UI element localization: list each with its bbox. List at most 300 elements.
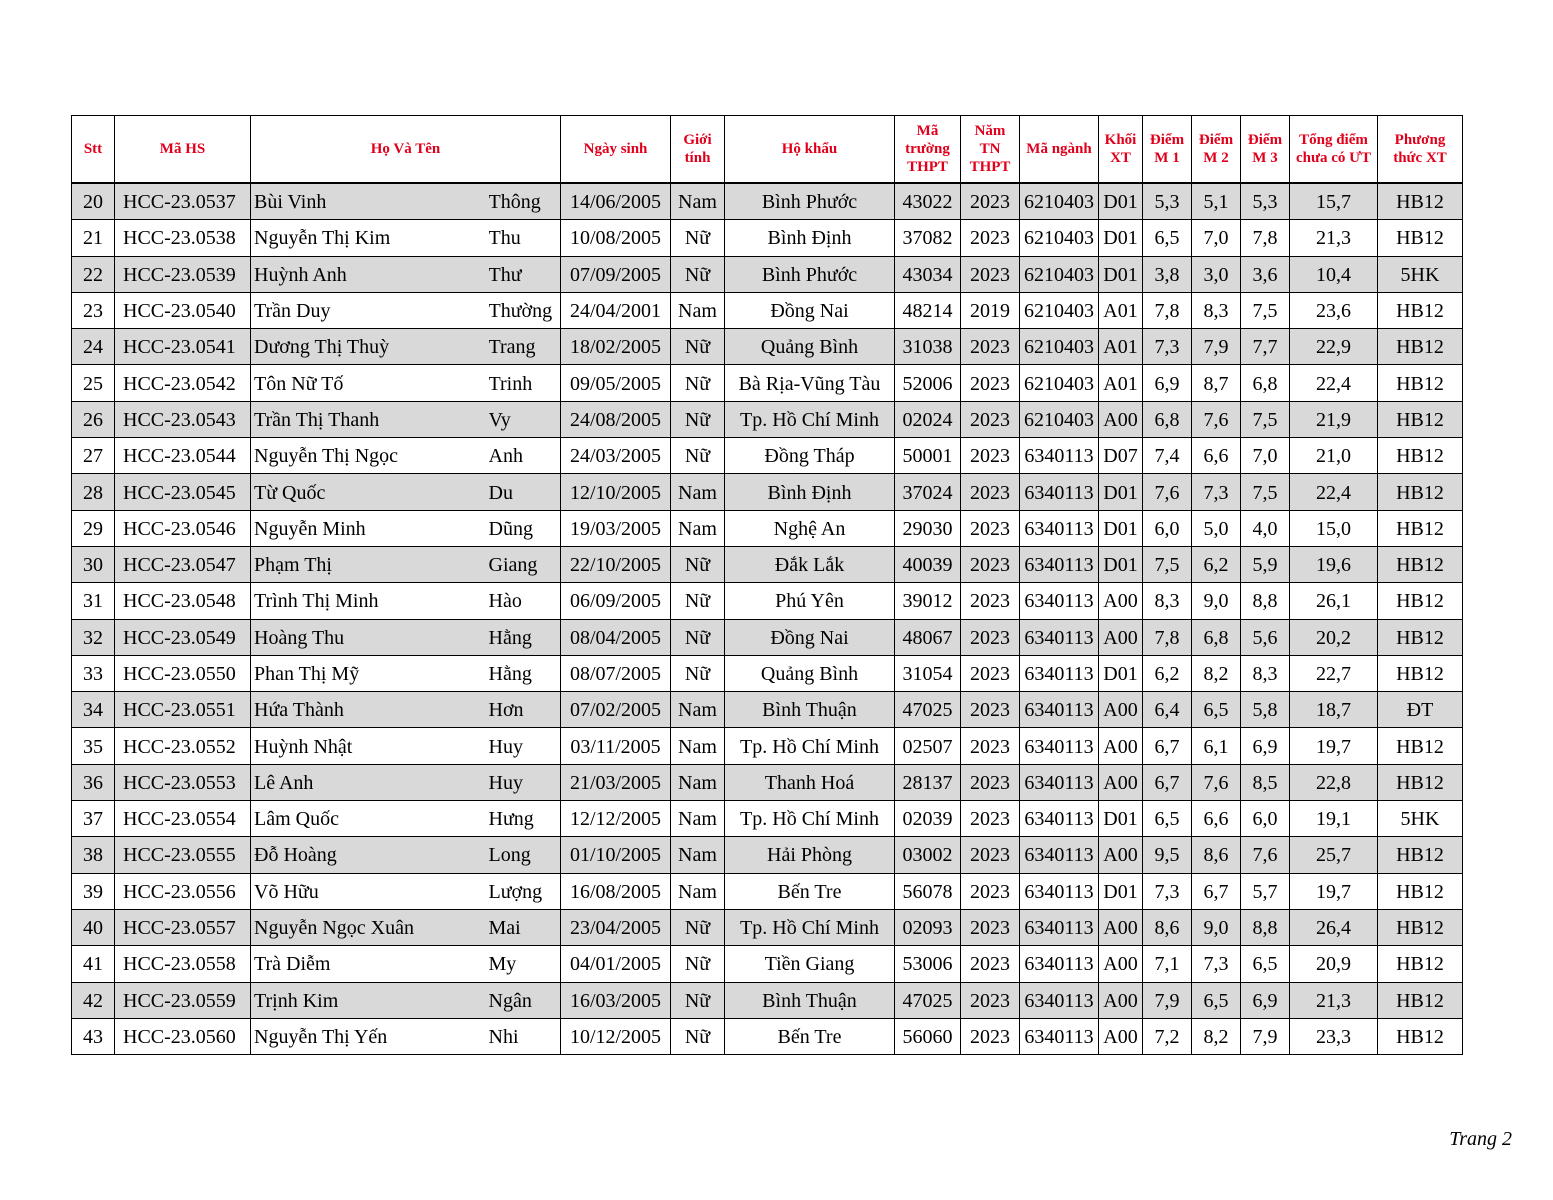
cell-khoi-xt: D01 <box>1099 546 1143 582</box>
cell-stt: 42 <box>72 982 115 1018</box>
cell-khoi-xt: A00 <box>1099 692 1143 728</box>
cell-ma-nganh: 6340113 <box>1020 982 1099 1018</box>
cell-ma-truong: 02024 <box>895 401 961 437</box>
cell-ho: Huỳnh Nhật <box>251 728 489 764</box>
cell-ho: Đỗ Hoàng <box>251 837 489 873</box>
cell-nam-tn: 2023 <box>961 728 1020 764</box>
cell-phuong-thuc: HB12 <box>1378 546 1463 582</box>
cell-ngay-sinh: 24/03/2005 <box>561 438 671 474</box>
cell-diem-m1: 7,9 <box>1143 982 1192 1018</box>
cell-ngay-sinh: 12/10/2005 <box>561 474 671 510</box>
cell-stt: 41 <box>72 946 115 982</box>
cell-khoi-xt: A00 <box>1099 583 1143 619</box>
cell-ma-hs: HCC-23.0538 <box>115 220 251 256</box>
cell-gioi-tinh: Nữ <box>671 1018 725 1054</box>
cell-gioi-tinh: Nữ <box>671 655 725 691</box>
cell-ho: Từ Quốc <box>251 474 489 510</box>
table-row <box>72 256 1463 292</box>
cell-phuong-thuc: ĐT <box>1378 692 1463 728</box>
cell-ma-hs: HCC-23.0541 <box>115 329 251 365</box>
cell-diem-m3: 5,7 <box>1241 873 1290 909</box>
cell-nam-tn: 2023 <box>961 256 1020 292</box>
table-row <box>72 946 1463 982</box>
cell-diem-m3: 5,9 <box>1241 546 1290 582</box>
cell-diem-m2: 5,0 <box>1192 510 1241 546</box>
table-row <box>72 873 1463 909</box>
cell-stt: 24 <box>72 329 115 365</box>
cell-diem-m2: 6,8 <box>1192 619 1241 655</box>
cell-ma-hs: HCC-23.0545 <box>115 474 251 510</box>
cell-diem-m3: 4,0 <box>1241 510 1290 546</box>
cell-stt: 28 <box>72 474 115 510</box>
cell-stt: 31 <box>72 583 115 619</box>
cell-nam-tn: 2023 <box>961 837 1020 873</box>
cell-stt: 27 <box>72 438 115 474</box>
cell-diem-m2: 7,6 <box>1192 764 1241 800</box>
cell-ho-khau: Tp. Hồ Chí Minh <box>725 728 895 764</box>
table-row <box>72 510 1463 546</box>
cell-ho: Tôn Nữ Tố <box>251 365 489 401</box>
cell-diem-m2: 6,6 <box>1192 438 1241 474</box>
cell-gioi-tinh: Nữ <box>671 583 725 619</box>
cell-diem-m1: 6,0 <box>1143 510 1192 546</box>
cell-ma-truong: 43022 <box>895 183 961 220</box>
cell-nam-tn: 2023 <box>961 655 1020 691</box>
cell-diem-m2: 8,6 <box>1192 837 1241 873</box>
cell-ma-truong: 48067 <box>895 619 961 655</box>
header-diem-m3: Điểm M 3 <box>1241 116 1290 184</box>
cell-tong-diem: 15,7 <box>1290 183 1378 220</box>
cell-ten: Anh <box>489 438 561 474</box>
cell-ho-khau: Bình Thuận <box>725 692 895 728</box>
cell-ten: Long <box>489 837 561 873</box>
cell-ma-nganh: 6210403 <box>1020 183 1099 220</box>
cell-ma-hs: HCC-23.0554 <box>115 801 251 837</box>
cell-ngay-sinh: 08/07/2005 <box>561 655 671 691</box>
table-row <box>72 692 1463 728</box>
cell-stt: 22 <box>72 256 115 292</box>
cell-phuong-thuc: HB12 <box>1378 583 1463 619</box>
cell-diem-m2: 9,0 <box>1192 583 1241 619</box>
cell-ma-nganh: 6210403 <box>1020 401 1099 437</box>
cell-ma-hs: HCC-23.0546 <box>115 510 251 546</box>
cell-ho-khau: Đồng Nai <box>725 292 895 328</box>
cell-ma-hs: HCC-23.0550 <box>115 655 251 691</box>
cell-tong-diem: 21,3 <box>1290 220 1378 256</box>
table-row <box>72 183 1463 220</box>
cell-tong-diem: 26,4 <box>1290 909 1378 945</box>
cell-khoi-xt: A00 <box>1099 401 1143 437</box>
cell-ngay-sinh: 21/03/2005 <box>561 764 671 800</box>
cell-ma-truong: 47025 <box>895 692 961 728</box>
cell-tong-diem: 26,1 <box>1290 583 1378 619</box>
cell-diem-m2: 7,9 <box>1192 329 1241 365</box>
cell-diem-m1: 6,4 <box>1143 692 1192 728</box>
cell-ten: Lượng <box>489 873 561 909</box>
cell-phuong-thuc: HB12 <box>1378 619 1463 655</box>
cell-ngay-sinh: 08/04/2005 <box>561 619 671 655</box>
cell-gioi-tinh: Nam <box>671 801 725 837</box>
cell-phuong-thuc: HB12 <box>1378 183 1463 220</box>
cell-diem-m3: 7,5 <box>1241 401 1290 437</box>
cell-khoi-xt: D01 <box>1099 220 1143 256</box>
cell-ten: Du <box>489 474 561 510</box>
cell-nam-tn: 2023 <box>961 692 1020 728</box>
cell-nam-tn: 2023 <box>961 801 1020 837</box>
cell-ho: Trà Diễm <box>251 946 489 982</box>
table-row <box>72 546 1463 582</box>
cell-diem-m3: 7,9 <box>1241 1018 1290 1054</box>
table-row <box>72 292 1463 328</box>
cell-diem-m3: 7,6 <box>1241 837 1290 873</box>
cell-diem-m3: 7,8 <box>1241 220 1290 256</box>
table-row <box>72 583 1463 619</box>
cell-ma-truong: 53006 <box>895 946 961 982</box>
cell-tong-diem: 19,6 <box>1290 546 1378 582</box>
table-row <box>72 982 1463 1018</box>
cell-ngay-sinh: 18/02/2005 <box>561 329 671 365</box>
cell-diem-m1: 6,5 <box>1143 220 1192 256</box>
header-ma-hs: Mã HS <box>115 116 251 184</box>
cell-ten: Ngân <box>489 982 561 1018</box>
cell-phuong-thuc: HB12 <box>1378 329 1463 365</box>
header-ho-khau: Hộ khẩu <box>725 116 895 184</box>
cell-diem-m3: 6,0 <box>1241 801 1290 837</box>
table-row <box>72 619 1463 655</box>
cell-diem-m3: 8,5 <box>1241 764 1290 800</box>
cell-ho: Hứa Thành <box>251 692 489 728</box>
cell-ten: Thường <box>489 292 561 328</box>
cell-stt: 37 <box>72 801 115 837</box>
cell-khoi-xt: D01 <box>1099 801 1143 837</box>
cell-gioi-tinh: Nam <box>671 292 725 328</box>
cell-phuong-thuc: HB12 <box>1378 474 1463 510</box>
cell-ma-truong: 52006 <box>895 365 961 401</box>
cell-diem-m2: 6,5 <box>1192 982 1241 1018</box>
cell-diem-m2: 9,0 <box>1192 909 1241 945</box>
cell-ten: Hằng <box>489 619 561 655</box>
cell-diem-m3: 6,9 <box>1241 728 1290 764</box>
cell-ten: Huy <box>489 728 561 764</box>
cell-ngay-sinh: 22/10/2005 <box>561 546 671 582</box>
table-row <box>72 728 1463 764</box>
cell-gioi-tinh: Nữ <box>671 546 725 582</box>
cell-tong-diem: 19,7 <box>1290 873 1378 909</box>
cell-diem-m1: 6,7 <box>1143 764 1192 800</box>
cell-ten: Hằng <box>489 655 561 691</box>
cell-ho-khau: Nghệ An <box>725 510 895 546</box>
cell-diem-m1: 7,3 <box>1143 873 1192 909</box>
cell-ma-truong: 40039 <box>895 546 961 582</box>
cell-ten: Thư <box>489 256 561 292</box>
cell-tong-diem: 23,6 <box>1290 292 1378 328</box>
cell-diem-m3: 5,8 <box>1241 692 1290 728</box>
cell-stt: 39 <box>72 873 115 909</box>
cell-khoi-xt: A01 <box>1099 292 1143 328</box>
cell-diem-m2: 7,3 <box>1192 946 1241 982</box>
cell-tong-diem: 20,9 <box>1290 946 1378 982</box>
cell-stt: 20 <box>72 183 115 220</box>
cell-ma-truong: 02039 <box>895 801 961 837</box>
cell-ma-nganh: 6340113 <box>1020 619 1099 655</box>
cell-stt: 25 <box>72 365 115 401</box>
cell-ma-hs: HCC-23.0547 <box>115 546 251 582</box>
cell-ma-nganh: 6340113 <box>1020 837 1099 873</box>
cell-nam-tn: 2023 <box>961 329 1020 365</box>
cell-gioi-tinh: Nữ <box>671 982 725 1018</box>
cell-gioi-tinh: Nữ <box>671 256 725 292</box>
cell-tong-diem: 22,8 <box>1290 764 1378 800</box>
cell-nam-tn: 2023 <box>961 365 1020 401</box>
cell-ma-hs: HCC-23.0557 <box>115 909 251 945</box>
cell-diem-m1: 7,8 <box>1143 619 1192 655</box>
cell-khoi-xt: A00 <box>1099 764 1143 800</box>
cell-ma-nganh: 6340113 <box>1020 546 1099 582</box>
cell-ma-hs: HCC-23.0559 <box>115 982 251 1018</box>
header-ngay-sinh: Ngày sinh <box>561 116 671 184</box>
cell-diem-m3: 8,8 <box>1241 909 1290 945</box>
cell-tong-diem: 21,0 <box>1290 438 1378 474</box>
cell-ho: Nguyễn Minh <box>251 510 489 546</box>
cell-diem-m2: 8,2 <box>1192 1018 1241 1054</box>
cell-ngay-sinh: 03/11/2005 <box>561 728 671 764</box>
cell-ma-truong: 28137 <box>895 764 961 800</box>
cell-stt: 43 <box>72 1018 115 1054</box>
cell-khoi-xt: A00 <box>1099 909 1143 945</box>
cell-ma-truong: 56060 <box>895 1018 961 1054</box>
cell-diem-m2: 8,2 <box>1192 655 1241 691</box>
cell-ho-khau: Đắk Lắk <box>725 546 895 582</box>
cell-nam-tn: 2023 <box>961 619 1020 655</box>
cell-phuong-thuc: HB12 <box>1378 982 1463 1018</box>
cell-gioi-tinh: Nữ <box>671 401 725 437</box>
cell-diem-m2: 8,7 <box>1192 365 1241 401</box>
cell-phuong-thuc: HB12 <box>1378 510 1463 546</box>
cell-phuong-thuc: HB12 <box>1378 438 1463 474</box>
cell-diem-m1: 6,8 <box>1143 401 1192 437</box>
header-diem-m2: Điểm M 2 <box>1192 116 1241 184</box>
cell-tong-diem: 22,7 <box>1290 655 1378 691</box>
cell-ngay-sinh: 14/06/2005 <box>561 183 671 220</box>
cell-nam-tn: 2023 <box>961 982 1020 1018</box>
cell-ma-truong: 56078 <box>895 873 961 909</box>
table-row <box>72 220 1463 256</box>
cell-diem-m3: 8,3 <box>1241 655 1290 691</box>
cell-diem-m1: 7,6 <box>1143 474 1192 510</box>
cell-ten: Dũng <box>489 510 561 546</box>
cell-ten: Mai <box>489 909 561 945</box>
cell-ma-truong: 37024 <box>895 474 961 510</box>
cell-ho: Lê Anh <box>251 764 489 800</box>
cell-diem-m3: 7,5 <box>1241 474 1290 510</box>
cell-stt: 32 <box>72 619 115 655</box>
cell-gioi-tinh: Nam <box>671 873 725 909</box>
cell-ma-truong: 47025 <box>895 982 961 1018</box>
cell-ma-nganh: 6340113 <box>1020 873 1099 909</box>
header-stt: Stt <box>72 116 115 184</box>
cell-ma-nganh: 6210403 <box>1020 292 1099 328</box>
header-nam-tn: Năm TN THPT <box>961 116 1020 184</box>
cell-ten: Hơn <box>489 692 561 728</box>
cell-tong-diem: 10,4 <box>1290 256 1378 292</box>
cell-gioi-tinh: Nữ <box>671 438 725 474</box>
cell-ho-khau: Bến Tre <box>725 873 895 909</box>
cell-ma-hs: HCC-23.0537 <box>115 183 251 220</box>
header-row <box>72 116 1463 184</box>
cell-nam-tn: 2023 <box>961 583 1020 619</box>
cell-ma-hs: HCC-23.0553 <box>115 764 251 800</box>
cell-ten: Trang <box>489 329 561 365</box>
cell-tong-diem: 22,4 <box>1290 474 1378 510</box>
cell-diem-m2: 7,0 <box>1192 220 1241 256</box>
cell-nam-tn: 2023 <box>961 510 1020 546</box>
cell-ten: Hưng <box>489 801 561 837</box>
cell-ma-nganh: 6210403 <box>1020 220 1099 256</box>
cell-gioi-tinh: Nam <box>671 183 725 220</box>
cell-ma-nganh: 6340113 <box>1020 655 1099 691</box>
cell-stt: 33 <box>72 655 115 691</box>
cell-gioi-tinh: Nam <box>671 837 725 873</box>
cell-diem-m1: 6,7 <box>1143 728 1192 764</box>
cell-ho-khau: Bình Thuận <box>725 982 895 1018</box>
table-row <box>72 909 1463 945</box>
cell-tong-diem: 21,9 <box>1290 401 1378 437</box>
cell-ma-truong: 48214 <box>895 292 961 328</box>
cell-ma-truong: 31038 <box>895 329 961 365</box>
cell-phuong-thuc: HB12 <box>1378 1018 1463 1054</box>
cell-ho: Nguyễn Ngọc Xuân <box>251 909 489 945</box>
cell-ho-khau: Tp. Hồ Chí Minh <box>725 801 895 837</box>
cell-ma-truong: 03002 <box>895 837 961 873</box>
cell-diem-m1: 8,3 <box>1143 583 1192 619</box>
cell-ma-truong: 31054 <box>895 655 961 691</box>
cell-phuong-thuc: HB12 <box>1378 873 1463 909</box>
cell-diem-m2: 6,5 <box>1192 692 1241 728</box>
cell-stt: 23 <box>72 292 115 328</box>
cell-diem-m1: 7,5 <box>1143 546 1192 582</box>
header-ma-nganh: Mã ngành <box>1020 116 1099 184</box>
cell-nam-tn: 2023 <box>961 220 1020 256</box>
cell-diem-m1: 3,8 <box>1143 256 1192 292</box>
cell-nam-tn: 2023 <box>961 401 1020 437</box>
cell-ten: Trinh <box>489 365 561 401</box>
cell-ten: Thu <box>489 220 561 256</box>
cell-ngay-sinh: 12/12/2005 <box>561 801 671 837</box>
cell-stt: 30 <box>72 546 115 582</box>
cell-ho-khau: Bến Tre <box>725 1018 895 1054</box>
cell-tong-diem: 21,3 <box>1290 982 1378 1018</box>
table-body <box>72 183 1463 1055</box>
cell-ho: Phan Thị Mỹ <box>251 655 489 691</box>
cell-diem-m3: 3,6 <box>1241 256 1290 292</box>
cell-diem-m3: 5,6 <box>1241 619 1290 655</box>
cell-ho: Lâm Quốc <box>251 801 489 837</box>
cell-ma-truong: 43034 <box>895 256 961 292</box>
cell-ma-nganh: 6210403 <box>1020 365 1099 401</box>
cell-ten: Vy <box>489 401 561 437</box>
cell-diem-m3: 7,0 <box>1241 438 1290 474</box>
cell-khoi-xt: D01 <box>1099 510 1143 546</box>
cell-diem-m2: 7,3 <box>1192 474 1241 510</box>
cell-phuong-thuc: HB12 <box>1378 837 1463 873</box>
cell-stt: 35 <box>72 728 115 764</box>
cell-diem-m1: 6,9 <box>1143 365 1192 401</box>
cell-diem-m1: 7,4 <box>1143 438 1192 474</box>
cell-ma-nganh: 6340113 <box>1020 1018 1099 1054</box>
cell-stt: 36 <box>72 764 115 800</box>
page-number: Trang 2 <box>1449 1128 1512 1150</box>
cell-diem-m1: 8,6 <box>1143 909 1192 945</box>
cell-stt: 40 <box>72 909 115 945</box>
cell-ho: Trần Duy <box>251 292 489 328</box>
cell-diem-m2: 6,7 <box>1192 873 1241 909</box>
cell-ma-nganh: 6340113 <box>1020 764 1099 800</box>
cell-diem-m2: 5,1 <box>1192 183 1241 220</box>
cell-ho: Nguyễn Thị Kim <box>251 220 489 256</box>
cell-ho: Võ Hữu <box>251 873 489 909</box>
cell-khoi-xt: D01 <box>1099 655 1143 691</box>
cell-ma-truong: 37082 <box>895 220 961 256</box>
cell-tong-diem: 23,3 <box>1290 1018 1378 1054</box>
cell-tong-diem: 15,0 <box>1290 510 1378 546</box>
cell-khoi-xt: A00 <box>1099 728 1143 764</box>
table-row <box>72 764 1463 800</box>
cell-nam-tn: 2023 <box>961 183 1020 220</box>
cell-diem-m2: 3,0 <box>1192 256 1241 292</box>
cell-phuong-thuc: HB12 <box>1378 655 1463 691</box>
cell-diem-m3: 6,8 <box>1241 365 1290 401</box>
cell-ma-hs: HCC-23.0543 <box>115 401 251 437</box>
cell-phuong-thuc: HB12 <box>1378 292 1463 328</box>
cell-stt: 38 <box>72 837 115 873</box>
cell-khoi-xt: D01 <box>1099 873 1143 909</box>
cell-ma-truong: 39012 <box>895 583 961 619</box>
cell-ten: My <box>489 946 561 982</box>
cell-phuong-thuc: HB12 <box>1378 365 1463 401</box>
cell-gioi-tinh: Nữ <box>671 946 725 982</box>
cell-ho: Trịnh Kim <box>251 982 489 1018</box>
cell-khoi-xt: A00 <box>1099 982 1143 1018</box>
cell-diem-m1: 7,2 <box>1143 1018 1192 1054</box>
cell-ma-nganh: 6340113 <box>1020 728 1099 764</box>
cell-ma-hs: HCC-23.0555 <box>115 837 251 873</box>
cell-ma-nganh: 6340113 <box>1020 474 1099 510</box>
cell-ma-hs: HCC-23.0556 <box>115 873 251 909</box>
cell-ten: Nhi <box>489 1018 561 1054</box>
header-khoi-xt: Khối XT <box>1099 116 1143 184</box>
cell-ho: Dương Thị Thuỳ <box>251 329 489 365</box>
cell-ma-hs: HCC-23.0544 <box>115 438 251 474</box>
cell-ho-khau: Đồng Tháp <box>725 438 895 474</box>
cell-stt: 29 <box>72 510 115 546</box>
cell-ma-hs: HCC-23.0560 <box>115 1018 251 1054</box>
cell-ngay-sinh: 24/04/2001 <box>561 292 671 328</box>
cell-tong-diem: 22,9 <box>1290 329 1378 365</box>
cell-gioi-tinh: Nữ <box>671 220 725 256</box>
cell-ho-khau: Hải Phòng <box>725 837 895 873</box>
header-ma-truong: Mã trường THPT <box>895 116 961 184</box>
cell-ma-nganh: 6340113 <box>1020 510 1099 546</box>
cell-tong-diem: 25,7 <box>1290 837 1378 873</box>
cell-khoi-xt: A00 <box>1099 837 1143 873</box>
cell-phuong-thuc: HB12 <box>1378 220 1463 256</box>
cell-phuong-thuc: HB12 <box>1378 946 1463 982</box>
table-row <box>72 1018 1463 1054</box>
cell-stt: 21 <box>72 220 115 256</box>
cell-ho: Bùi Vinh <box>251 183 489 220</box>
cell-diem-m1: 7,3 <box>1143 329 1192 365</box>
cell-ngay-sinh: 19/03/2005 <box>561 510 671 546</box>
